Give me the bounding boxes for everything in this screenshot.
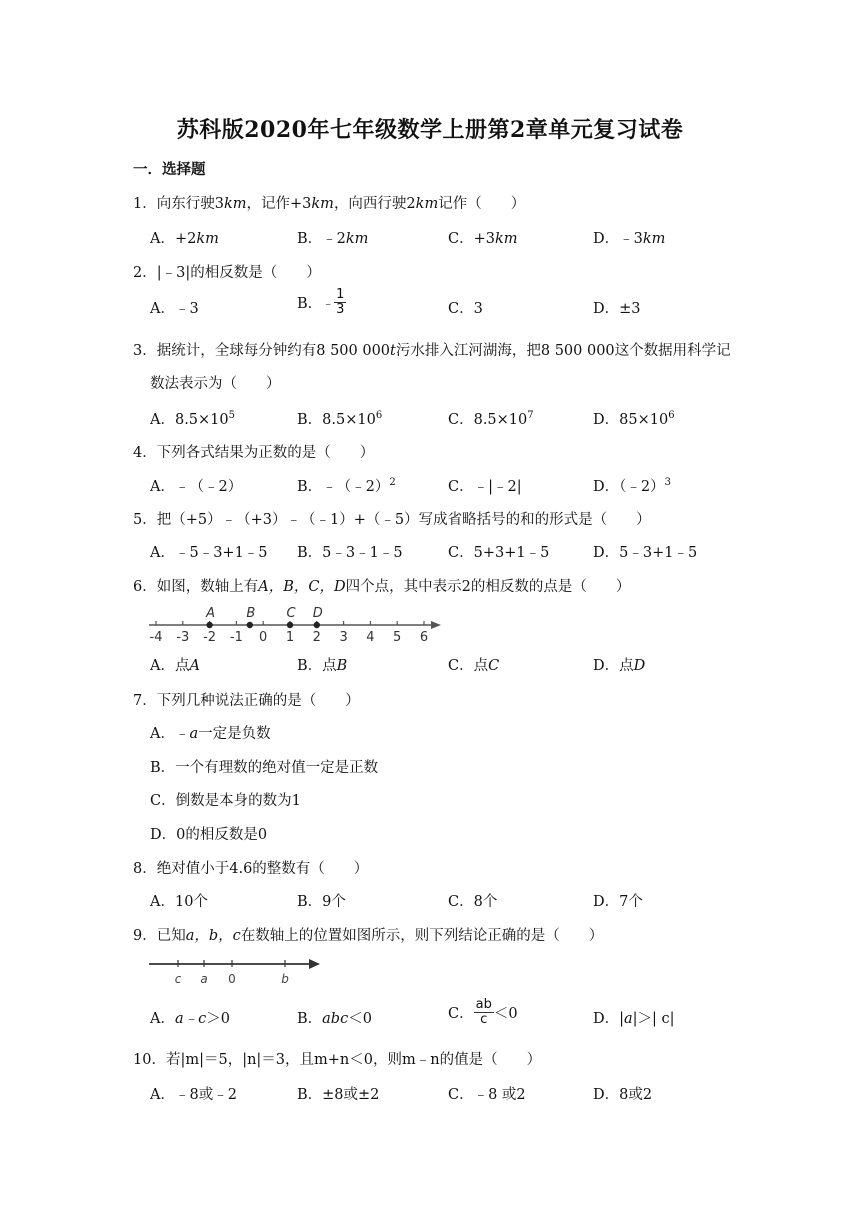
tick-label: 6 [419, 630, 429, 645]
question-text: ，向西行驶2 [333, 196, 416, 212]
option-b[interactable]: B．﹣2km [297, 231, 369, 247]
option-a[interactable]: A．+2km [150, 231, 219, 247]
unit: km [415, 196, 439, 212]
point-label: A [206, 606, 216, 621]
question-number: 6． [133, 579, 157, 595]
arrow-head [431, 621, 441, 629]
question-text: 若|m|＝5，|n|＝3，且m+n＜0，则m﹣n的值是（ ） [165, 1052, 542, 1068]
question-text: 四个点，其中表示2的相反数的点是（ ） [345, 579, 631, 595]
question-4-options [150, 475, 710, 497]
variable-list: A，B，C，D [258, 579, 346, 595]
tick-label: 5 [393, 630, 402, 645]
option-d[interactable]: D．8或2 [593, 1087, 653, 1103]
tick-label: -4 [149, 630, 163, 645]
section-heading: 一．选择题 [133, 161, 206, 178]
tick-label: a [200, 972, 208, 986]
tick-label: 0 [228, 972, 236, 986]
unit: km [311, 196, 334, 212]
point-d [314, 622, 320, 628]
question-text: 在数轴上的位置如图所示，则下列结论正确的是（ ） [240, 928, 604, 944]
question-number: 9． [133, 928, 157, 944]
tick-label: 1 [285, 630, 295, 645]
question-6 [133, 575, 630, 596]
question-text: 绝对值小于4.6的整数有（ ） [156, 861, 369, 877]
question-text: 污水排入江河湖海，把8 500 000这个数据用科学记 [395, 343, 731, 359]
tick-label: 3 [339, 630, 348, 645]
number-line-figure [143, 952, 328, 990]
point-label: C [286, 606, 296, 621]
option-a[interactable]: A．$8.5\times 10^5$ [150, 410, 236, 428]
option-c[interactable]: C．倒数是本身的数为1 [150, 793, 301, 809]
tick-label: 0 [259, 630, 268, 645]
question-2 [133, 261, 321, 282]
question-10 [133, 1048, 541, 1069]
point-label: D [312, 606, 323, 621]
question-4 [133, 441, 374, 462]
option-c[interactable]: C． $\frac{ab}{c}$ ＜0 [448, 997, 518, 1027]
question-1-options [150, 227, 710, 249]
tick-label: 4 [366, 630, 375, 645]
option-a[interactable]: A．﹣5﹣3+1﹣5 [150, 545, 268, 561]
option-b[interactable]: B．﹣（﹣2）$^2$ [297, 477, 396, 495]
option-c[interactable]: C．5+3+1﹣5 [448, 545, 550, 561]
unit: km [223, 196, 247, 212]
option-a[interactable]: A．﹣a一定是负数 [150, 726, 271, 742]
option-a[interactable]: A．10个 [150, 894, 208, 910]
tick-label: b [281, 972, 289, 986]
question-number: 8． [133, 861, 157, 877]
option-b[interactable]: B．点B [297, 658, 348, 674]
option-b[interactable]: B．±8或±2 [297, 1087, 380, 1103]
option-a[interactable]: A．点A [150, 658, 200, 674]
option-b[interactable]: B．abc＜0 [297, 1011, 372, 1027]
question-1 [133, 192, 525, 213]
question-number: 10． [133, 1052, 166, 1068]
question-10-options [150, 1083, 710, 1105]
unit: t [390, 343, 396, 359]
question-text: |﹣3|的相反数是（ ） [156, 265, 321, 281]
question-5 [133, 508, 651, 529]
option-b[interactable]: B．9个 [297, 894, 346, 910]
question-text: 下列几种说法正确的是（ ） [156, 693, 360, 709]
option-d[interactable]: D．5﹣3+1﹣5 [593, 545, 698, 561]
question-3-options [150, 408, 710, 430]
option-a[interactable]: A．﹣8或﹣2 [150, 1087, 237, 1103]
option-d[interactable]: D．7个 [593, 894, 643, 910]
option-d[interactable]: D．﹣3km [593, 231, 666, 247]
question-text: 向东行驶3 [156, 196, 224, 212]
point-label: B [246, 606, 256, 621]
question-3 [133, 339, 731, 360]
fraction: $\frac{1}{3}$ [336, 287, 345, 317]
question-text: 据统计，全球每分钟约有8 500 000 [156, 343, 391, 359]
option-d[interactable]: D．0的相反数是0 [150, 827, 268, 843]
point-c [287, 622, 293, 628]
question-text: 如图，数轴上有 [156, 579, 259, 595]
question-6-options [150, 654, 710, 676]
question-3-line-2: 数法表示为（ ） [150, 376, 281, 392]
tick-label: 2 [312, 630, 321, 645]
option-a[interactable]: A．a﹣c＞0 [150, 1011, 230, 1027]
option-a[interactable]: A．﹣3 [150, 301, 199, 317]
question-text: 记作（ ） [438, 196, 526, 212]
question-8-options [150, 890, 710, 912]
question-text: 把（+5）﹣（+3）﹣（﹣1）+（﹣5）写成省略括号的和的形式是（ ） [156, 512, 651, 528]
option-c[interactable]: C．$8.5\times 10^7$ [448, 410, 534, 428]
option-a[interactable]: A．﹣（﹣2） [150, 479, 243, 495]
question-text: 下列各式结果为正数的是（ ） [156, 445, 375, 461]
question-7 [133, 689, 360, 710]
option-c[interactable]: C．3 [448, 301, 483, 317]
option-d[interactable]: D．点D [593, 658, 646, 674]
question-number: 3． [133, 343, 157, 359]
question-text: 已知 [156, 928, 186, 944]
question-2-options [150, 287, 710, 319]
page-title: 苏科版2020年七年级数学上册第2章单元复习试卷 [176, 117, 684, 143]
question-number: 4． [133, 445, 157, 461]
option-d[interactable]: D．|a|＞| c| [593, 1011, 675, 1027]
option-d[interactable]: D．±3 [593, 301, 641, 317]
fraction: $\frac{ab}{c}$ [475, 997, 492, 1027]
question-9-options [150, 997, 710, 1029]
option-b[interactable]: B．﹣ $\frac{1}{3}$ [297, 287, 345, 317]
option-c[interactable]: C．﹣8 或2 [448, 1087, 526, 1103]
option-b[interactable]: B．一个有理数的绝对值一定是正数 [150, 760, 379, 776]
question-number: 2． [133, 265, 157, 281]
question-8 [133, 857, 368, 878]
question-number: 7． [133, 693, 157, 709]
question-number: 1． [133, 196, 157, 212]
point-a [206, 622, 212, 628]
tick-label: -2 [203, 630, 217, 645]
option-d[interactable]: D．$85\times 10^6$ [593, 410, 675, 428]
question-5-options [150, 541, 710, 563]
variable-list: a，b，c [185, 928, 241, 944]
question-9 [133, 924, 603, 945]
option-c[interactable]: C．8个 [448, 894, 498, 910]
arrow-head [309, 959, 320, 969]
option-d[interactable]: D．（﹣2）$^3$ [593, 477, 671, 495]
question-text: ，记作+3 [246, 196, 312, 212]
tick-label: c [174, 972, 182, 986]
tick-label: -1 [229, 630, 243, 645]
question-number: 5． [133, 512, 157, 528]
point-b [247, 622, 253, 628]
option-c[interactable]: C．﹣|﹣2| [448, 479, 522, 495]
number-line-figure [143, 598, 448, 646]
option-b[interactable]: B．5﹣3﹣1﹣5 [297, 545, 403, 561]
option-c[interactable]: C．+3km [448, 231, 518, 247]
tick-label: -3 [176, 630, 190, 645]
option-c[interactable]: C．点C [448, 658, 500, 674]
option-b[interactable]: B．$8.5\times 10^6$ [297, 410, 383, 428]
